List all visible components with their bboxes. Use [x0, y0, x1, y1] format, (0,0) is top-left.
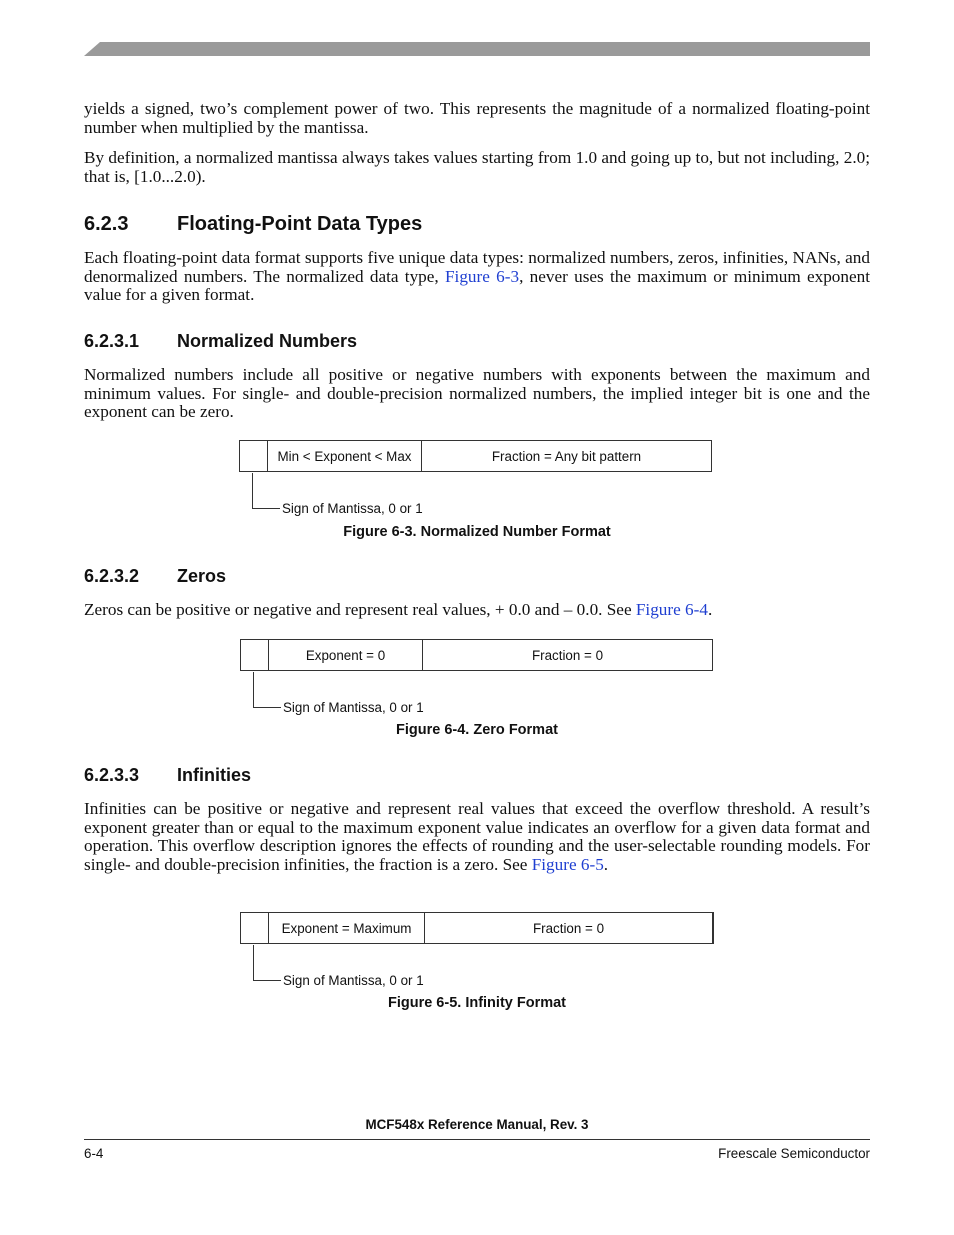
section-6-2-3-3-body [84, 800, 870, 874]
figure-6-3-caption: Figure 6-3. Normalized Number Format [343, 524, 611, 540]
header-bar [84, 42, 870, 56]
section-heading-6-2-3-2 [84, 565, 226, 587]
section-number: 6.2.3 [84, 213, 129, 235]
body-text: . [707, 600, 713, 619]
exponent-field: Exponent = 0 [269, 640, 423, 670]
sign-label: Sign of Mantissa, 0 or 1 [283, 973, 424, 988]
footer-rule [84, 1139, 870, 1140]
body-text: Infinities can be positive or negative and represent real values that exceed the overflow threshold. A result’s exponent greater than or equal to the maximum exponent value indicates an overflow for a given data format and operation. This overflow description ignores the effects of rounding and the user-selectable rounding models. For single- and double-precision infinities, the fraction is a zero. See [84, 799, 870, 874]
sign-leader-line [253, 945, 281, 981]
section-number: 6.2.3.3 [84, 765, 140, 785]
sign-bit-cell [241, 913, 269, 943]
section-title: Zeros [177, 566, 227, 586]
section-6-2-3-1-body: Normalized numbers include all positive or negative numbers with exponents between the maximum and minimum values. For single- and double-precision normalized numbers, the implied integer bit is one and the exponent can be zero. [84, 365, 870, 422]
section-6-2-3-body [84, 249, 870, 305]
sign-label: Sign of Mantissa, 0 or 1 [282, 501, 423, 516]
section-title: Infinities [177, 765, 252, 785]
infinity-format-diagram [240, 912, 714, 944]
section-heading-6-2-3-1 [84, 330, 357, 352]
sign-label: Sign of Mantissa, 0 or 1 [283, 700, 424, 715]
figure-6-5-link[interactable]: Figure 6-5 [531, 854, 604, 874]
section-number: 6.2.3.2 [84, 566, 140, 586]
exponent-field: Min < Exponent < Max [268, 441, 422, 471]
sign-bit-cell [240, 441, 268, 471]
exponent-field: Exponent = Maximum [269, 913, 425, 943]
body-text: . [603, 854, 609, 874]
section-title: Normalized Numbers [177, 331, 358, 351]
section-heading-6-2-3-3 [84, 764, 251, 786]
normalized-format-diagram [239, 440, 712, 472]
figure-6-3-link[interactable]: Figure 6-3 [444, 266, 520, 286]
footer-page-number: 6-4 [84, 1146, 104, 1161]
section-title: Floating-Point Data Types [177, 213, 423, 235]
figure-6-5-caption: Figure 6-5. Infinity Format [387, 995, 567, 1011]
body-text: , never uses the maximum or minimum exponent value for a given format. [84, 266, 870, 305]
figure-6-4-caption: Figure 6-4. Zero Format [396, 722, 558, 738]
intro-paragraph-1: yields a signed, two’s complement power of two. This represents the magnitude of a normalized floating-point number when multiplied by the mantissa. [84, 99, 870, 137]
sign-leader-line [252, 473, 280, 509]
body-text: Zeros can be positive or negative and represent real values, + 0.0 and – 0.0. See [84, 600, 636, 619]
section-heading-6-2-3 [84, 212, 422, 236]
footer-company: Freescale Semiconductor [718, 1146, 870, 1161]
sign-leader-line [253, 672, 281, 708]
sign-bit-cell [241, 640, 269, 670]
intro-paragraph-2: By definition, a normalized mantissa always takes values starting from 1.0 and going up to, but not including, 2.0; that is, [1.0...2.0). [84, 148, 870, 186]
fraction-field: Fraction = 0 [532, 920, 605, 936]
figure-6-4-link[interactable]: Figure 6-4 [635, 600, 708, 619]
fraction-field: Fraction = 0 [531, 647, 604, 663]
footer-manual-title: MCF548x Reference Manual, Rev. 3 [365, 1117, 589, 1132]
section-6-2-3-2-body [84, 601, 870, 620]
section-number: 6.2.3.1 [84, 331, 140, 351]
zero-format-diagram [240, 639, 713, 671]
body-text: Each floating-point data format supports five unique data types: normalized numbers, zeros, infinities, NANs, and denormalized numbers. The normalized data type, [84, 248, 870, 286]
fraction-field: Fraction = Any bit pattern [491, 448, 642, 464]
